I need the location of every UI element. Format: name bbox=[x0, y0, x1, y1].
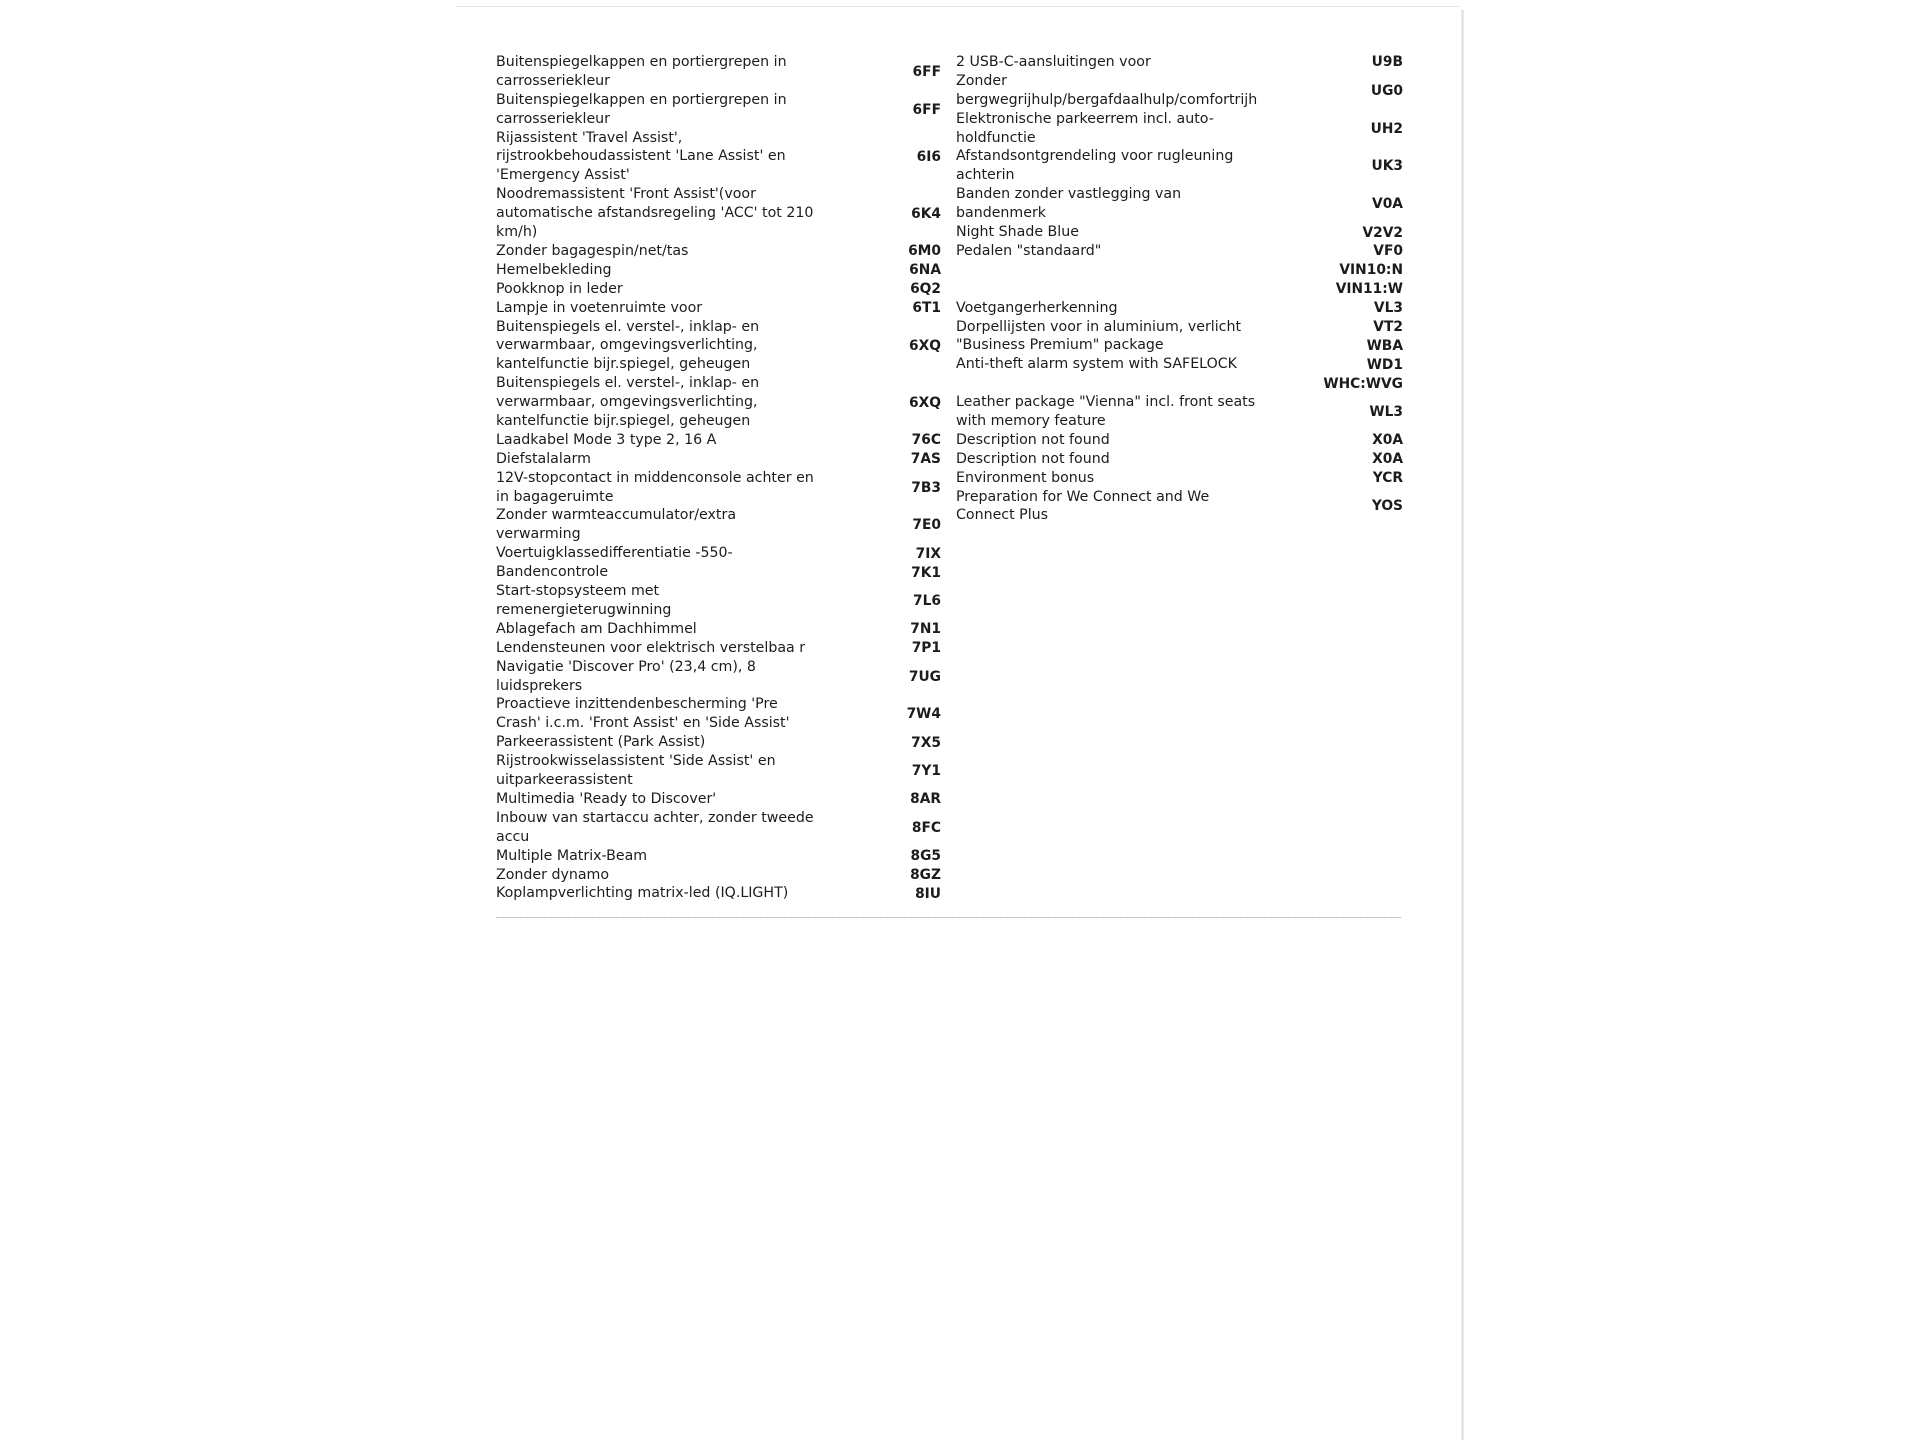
option-code: X0A bbox=[1372, 432, 1403, 449]
option-description: 12V-stopcontact in middenconsole achter en in bagageruimte bbox=[496, 469, 814, 505]
option-row bbox=[956, 185, 1403, 223]
option-description: Lampje in voetenruimte voor bbox=[496, 299, 703, 316]
option-description: Zonder warmteaccumulator/extra verwarming bbox=[496, 507, 737, 543]
option-row bbox=[496, 582, 941, 620]
option-code: 6T1 bbox=[912, 300, 941, 317]
option-code: VIN11:W bbox=[1335, 281, 1403, 298]
option-code: 7IX bbox=[915, 545, 941, 562]
option-code: WBA bbox=[1366, 337, 1403, 354]
option-code: U9B bbox=[1371, 54, 1403, 71]
options-column-right bbox=[956, 53, 1403, 525]
option-row bbox=[496, 658, 941, 696]
option-row bbox=[956, 72, 1403, 110]
option-code: 8GZ bbox=[910, 866, 941, 883]
option-code: 7K1 bbox=[911, 564, 941, 581]
option-row bbox=[956, 223, 1403, 242]
option-description: Noodremassistent 'Front Assist'(voor automatische afstandsregeling 'ACC' tot 210 km/h) bbox=[496, 186, 814, 241]
option-description: Voertuigklassedifferentiatie -550- bbox=[496, 545, 733, 562]
option-code: 6XQ bbox=[909, 337, 941, 354]
option-code: 6NA bbox=[909, 262, 941, 279]
option-row bbox=[496, 129, 941, 186]
option-code: UH2 bbox=[1370, 120, 1403, 137]
option-code: V2V2 bbox=[1362, 224, 1403, 241]
option-code: VIN10:N bbox=[1339, 262, 1403, 279]
option-description: Rijassistent 'Travel Assist', rijstrookbehoudassistent 'Lane Assist' en 'Emergency Assist' bbox=[496, 129, 786, 184]
option-description: Anti-theft alarm system with SAFELOCK bbox=[956, 356, 1237, 373]
option-description: Lendensteunen voor elektrisch verstelbaa r bbox=[496, 639, 806, 656]
option-row bbox=[496, 563, 941, 582]
option-description: Pookknop in leder bbox=[496, 280, 623, 297]
option-code: 6FF bbox=[912, 63, 941, 80]
option-row bbox=[496, 639, 941, 658]
option-description: Buitenspiegels el. verstel-, inklap- en verwarmbaar, omgevingsverlichting, kantelfunctie bijr.spiegel, geheugen bbox=[496, 318, 760, 373]
option-code: 7P1 bbox=[911, 640, 941, 657]
option-description: 2 USB-C-aansluitingen voor bbox=[956, 54, 1151, 70]
option-row bbox=[496, 299, 941, 318]
option-row bbox=[496, 544, 941, 563]
option-code: 6I6 bbox=[916, 148, 941, 165]
option-code: WL3 bbox=[1369, 403, 1403, 420]
option-description: Laadkabel Mode 3 type 2, 16 A bbox=[496, 431, 717, 448]
option-description: Multiple Matrix-Beam bbox=[496, 847, 648, 864]
option-code: 7AS bbox=[910, 451, 941, 468]
option-row bbox=[956, 53, 1403, 72]
option-row bbox=[496, 91, 941, 129]
option-code: WD1 bbox=[1366, 356, 1403, 373]
option-description: Koplampverlichting matrix-led (IQ.LIGHT) bbox=[496, 885, 789, 902]
option-code: 8IU bbox=[915, 885, 941, 902]
option-row bbox=[496, 733, 941, 752]
option-code: YCR bbox=[1372, 470, 1403, 487]
option-row bbox=[956, 488, 1403, 526]
option-description: Parkeerassistent (Park Assist) bbox=[496, 734, 706, 751]
option-row bbox=[956, 450, 1403, 469]
option-row bbox=[956, 147, 1403, 185]
option-description: Diefstalalarm bbox=[496, 450, 591, 467]
option-description: Description not found bbox=[956, 450, 1110, 467]
option-row bbox=[496, 450, 941, 469]
option-description: Elektronische parkeerrem incl. auto- holdfunctie bbox=[956, 110, 1214, 146]
option-row bbox=[496, 318, 941, 375]
option-row bbox=[496, 884, 941, 903]
option-code: 7W4 bbox=[906, 706, 941, 723]
option-code: 7L6 bbox=[913, 592, 941, 609]
option-row bbox=[956, 469, 1403, 488]
option-description: Voetgangerherkenning bbox=[956, 299, 1118, 316]
option-description: Banden zonder vastlegging van bandenmerk bbox=[956, 186, 1182, 222]
option-code: 7Y1 bbox=[911, 763, 941, 780]
option-code: YOS bbox=[1371, 498, 1403, 515]
option-row bbox=[956, 299, 1403, 318]
option-code: UG0 bbox=[1370, 82, 1403, 99]
option-code: 7X5 bbox=[911, 734, 941, 751]
option-row bbox=[956, 242, 1403, 261]
option-description: Pedalen "standaard" bbox=[956, 242, 1102, 259]
option-code: 6XQ bbox=[909, 394, 941, 411]
option-description: Bandencontrole bbox=[496, 564, 609, 581]
option-row bbox=[496, 280, 941, 299]
option-description: Buitenspiegelkappen en portiergrepen in carrosseriekleur bbox=[496, 54, 787, 89]
option-code: V0A bbox=[1372, 196, 1403, 213]
option-code: 6K4 bbox=[911, 205, 941, 222]
option-description: Multimedia 'Ready to Discover' bbox=[496, 790, 717, 807]
option-code: X0A bbox=[1372, 451, 1403, 468]
option-description: Inbouw van startaccu achter, zonder tweede accu bbox=[496, 809, 814, 845]
equipment-options-page bbox=[496, 53, 1403, 923]
option-row bbox=[496, 620, 941, 639]
option-description: Dorpellijsten voor in aluminium, verlicht bbox=[956, 318, 1242, 335]
option-description: "Business Premium" package bbox=[956, 337, 1164, 354]
option-code: 8AR bbox=[910, 791, 941, 808]
option-code: 7E0 bbox=[912, 517, 941, 534]
option-description: Buitenspiegels el. verstel-, inklap- en verwarmbaar, omgevingsverlichting, kantelfunctie bijr.spiegel, geheugen bbox=[496, 375, 760, 430]
option-code: 6M0 bbox=[908, 243, 941, 260]
option-code: WHC:WVG bbox=[1323, 375, 1403, 392]
option-code: 7B3 bbox=[911, 479, 941, 496]
option-row bbox=[496, 469, 941, 507]
option-code: UK3 bbox=[1371, 158, 1403, 175]
option-description: Buitenspiegelkappen en portiergrepen in carrosseriekleur bbox=[496, 91, 787, 127]
option-row bbox=[956, 355, 1403, 374]
option-description: Afstandsontgrendeling voor rugleuning achterin bbox=[956, 148, 1234, 184]
option-row bbox=[956, 374, 1403, 393]
option-description: Proactieve inzittendenbescherming 'Pre Crash' i.c.m. 'Front Assist' en 'Side Assist' bbox=[496, 696, 790, 732]
option-code: 7N1 bbox=[910, 621, 941, 638]
option-row bbox=[496, 847, 941, 866]
option-description: Zonder dynamo bbox=[496, 866, 610, 883]
option-row bbox=[496, 790, 941, 809]
option-description: Hemelbekleding bbox=[496, 261, 612, 278]
bottom-rule bbox=[496, 917, 1401, 918]
option-code: VL3 bbox=[1373, 300, 1403, 317]
option-row bbox=[496, 374, 941, 431]
option-row bbox=[496, 752, 941, 790]
option-description: Preparation for We Connect and We Connect Plus bbox=[956, 488, 1210, 524]
option-row bbox=[496, 53, 941, 91]
option-description: Navigatie 'Discover Pro' (23,4 cm), 8 luidsprekers bbox=[496, 658, 756, 694]
option-description: Description not found bbox=[956, 431, 1110, 448]
option-row bbox=[956, 318, 1403, 337]
option-description: Zonder bagagespin/net/tas bbox=[496, 242, 689, 259]
option-code: 6Q2 bbox=[910, 281, 941, 298]
option-description: Night Shade Blue bbox=[956, 224, 1079, 241]
option-code: 6FF bbox=[912, 101, 941, 118]
option-row bbox=[496, 866, 941, 885]
option-description: Start-stopsysteem met remenergieterugwinning bbox=[496, 583, 672, 618]
option-row bbox=[496, 506, 941, 544]
option-code: 76C bbox=[911, 432, 941, 449]
option-row bbox=[496, 431, 941, 450]
option-description: Ablagefach am Dachhimmel bbox=[496, 620, 697, 637]
option-code: VT2 bbox=[1373, 318, 1403, 335]
option-row bbox=[496, 695, 941, 733]
option-description: Zonder bergwegrijhulp/bergafdaalhulp/comfortrijh bbox=[956, 72, 1258, 108]
option-row bbox=[956, 336, 1403, 355]
option-row bbox=[496, 261, 941, 280]
option-row bbox=[496, 185, 941, 242]
option-description: Rijstrookwisselassistent 'Side Assist' en uitparkeerassistent bbox=[496, 753, 776, 789]
option-row bbox=[956, 110, 1403, 148]
options-column-left bbox=[496, 53, 941, 903]
option-row bbox=[956, 280, 1403, 299]
option-code: 8G5 bbox=[910, 848, 941, 865]
option-row bbox=[496, 809, 941, 847]
option-code: 7UG bbox=[908, 668, 941, 685]
scan-top-edge bbox=[455, 6, 1460, 7]
option-row bbox=[496, 242, 941, 261]
option-row bbox=[956, 393, 1403, 431]
option-description: Leather package "Vienna" incl. front seats with memory feature bbox=[956, 394, 1256, 429]
option-row bbox=[956, 431, 1403, 450]
option-description: Environment bonus bbox=[956, 469, 1095, 486]
scan-right-edge bbox=[1461, 10, 1464, 1440]
option-row bbox=[956, 261, 1403, 280]
option-code: VF0 bbox=[1373, 243, 1403, 260]
option-code: 8FC bbox=[911, 819, 941, 836]
